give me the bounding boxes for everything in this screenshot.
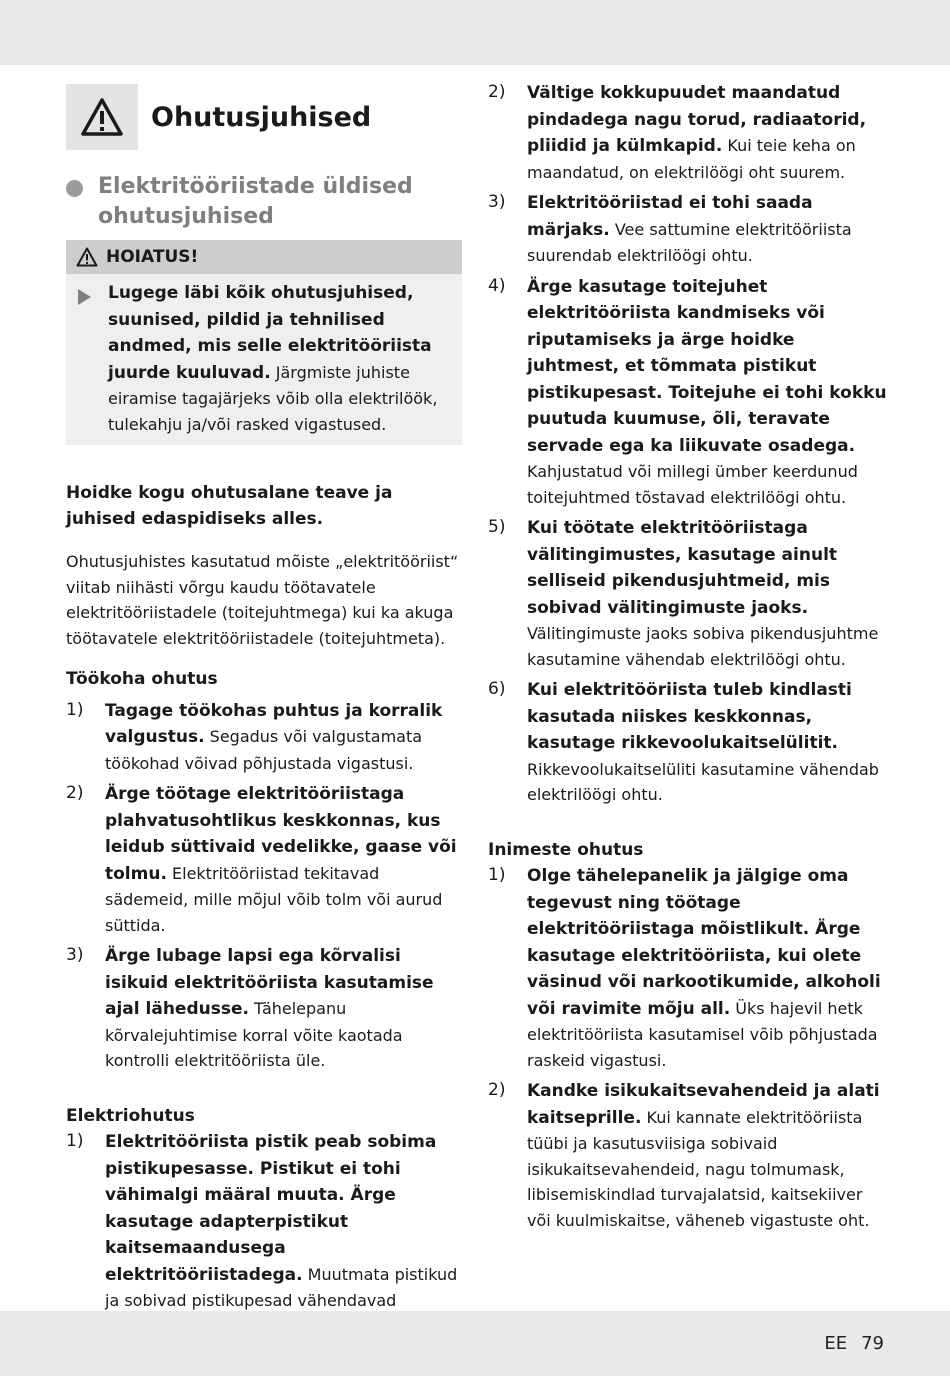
item-number: 1) — [66, 699, 84, 720]
item-text: Segadus või valgustamata töökohad võivad põhjustada vigastusi. — [105, 727, 423, 773]
item-text: Kahjustatud või millegi ümber keerdunud toitejuhtmed tõstavad elektrilöögi ohtu. — [527, 462, 858, 507]
item-text: Üks hajevil hetk elektritööriista kasutamisel võib põhjustada raskeid vigastusi. — [527, 998, 878, 1070]
page-number: 79 — [861, 1333, 884, 1354]
language-code: EE — [824, 1333, 848, 1354]
item-number: 6) — [488, 679, 506, 699]
list-item — [488, 863, 888, 1073]
warning-label: HOIATUS! — [106, 247, 199, 267]
item-text: Välitingimuste jaoks sobiva pikendusjuhtme kasutamine vähendab elektrilöögi ohtu. — [527, 624, 879, 669]
item-bold: Elektritööriista pistik peab sobima pistikupesasse. Pistikut ei tohi vähimalgi määral muuta. Ärge kasutage adapterpistikut kaitsemaandusega elektritööriistadega. — [105, 1132, 437, 1285]
list-item — [66, 1129, 462, 1339]
item-bold: Ärge töötage elektritööriistaga plahvatusohtlikus keskkonnas, kus leidub süttivaid vedelikke, gaase või tolmu. — [105, 784, 457, 884]
item-number: 5) — [488, 517, 506, 537]
list-item — [66, 781, 462, 938]
warning-bold-text: Lugege läbi kõik ohutusjuhised, suunised, pildid ja tehnilised andmed, mis selle elektritööriista juurde kuuluvad. — [108, 283, 432, 383]
list-item — [488, 80, 888, 185]
item-number: 4) — [488, 275, 506, 296]
item-bold: Olge tähelepanelik ja jälgige oma tegevust ning töötage elektritööriistaga mõistlikult. Ärge kasutage elektritööriista, kui olete väsinud või narkootikumide, alkoholi või ravimite mõju all. — [527, 866, 881, 1019]
item-bold: Vältige kokkupuudet maandatud pindadega nagu torud, radiaatorid, pliidid ja külmkapid. — [527, 83, 867, 156]
left-column — [66, 84, 462, 1339]
personal-heading: Inimeste ohutus — [488, 839, 644, 860]
list-item — [488, 1078, 888, 1233]
item-number: 3) — [488, 192, 506, 212]
list-item — [488, 190, 888, 269]
item-text: Kui teie keha on maandatud, on elektrilöögi oht suurem. — [527, 136, 856, 182]
item-number: 1) — [488, 865, 506, 885]
header-band — [0, 0, 950, 65]
item-bold: Tagage töökohas puhtus ja korralik valgustus. — [105, 700, 443, 747]
item-bold: Elektritööriistad ei tohi saada märjaks. — [527, 193, 813, 240]
page-footer — [810, 1333, 884, 1354]
item-number: 2) — [488, 82, 506, 102]
intro-paragraph: Ohutusjuhistes kasutatud mõiste „elektritööriist“ viitab niihästi võrgu kaudu töötavatele elektritööriistadele (toitejuhtmega) kui ka akuga töötavatele elektritööriistadele (toitejuhtmeta). — [66, 552, 459, 648]
workplace-heading: Töökoha ohutus — [66, 669, 218, 689]
item-text: Tähelepanu kõrvalejuhtimise korral võite kaotada kontrolli elektritööriista üle. — [105, 999, 403, 1070]
list-item — [488, 274, 888, 511]
item-bold: Kui töötate elektritööriistaga välitingimustes, kasutage ainult selliseid pikendusjuhtmeid, mis sobivad välitingimuste jaoks. — [527, 518, 838, 618]
page-title: Ohutusjuhised — [151, 101, 372, 133]
warning-body — [66, 274, 462, 445]
item-text: Muutmata pistikud ja sobivad pistikupesad vähendavad — [105, 1264, 458, 1310]
keep-instructions-text: Hoidke kogu ohutusalane teave ja juhised edaspidiseks alles. — [66, 483, 393, 529]
list-item — [488, 677, 888, 808]
item-text: Elektritööriistad tekitavad sädemeid, mille mõjul võib tolm või aurud süttida. — [105, 863, 443, 935]
warning-header — [66, 240, 462, 274]
list-item — [488, 515, 888, 672]
item-number: 2) — [488, 1080, 506, 1100]
section-heading — [66, 172, 462, 232]
item-bold: Kui elektritööriista tuleb kindlasti kasutada niiskes keskkonnas, kasutage rikkevoolukaitselülitit. — [527, 680, 852, 753]
arrow-right-icon — [78, 289, 91, 305]
section-title: Elektritööriistade üldised ohutusjuhised — [98, 174, 413, 229]
electric-heading: Elektriohutus — [66, 1105, 195, 1126]
item-number: 2) — [66, 783, 84, 803]
warning-box — [66, 240, 462, 445]
item-text: Kui kannate elektritööriista tüübi ja kasutusviisiga sobivaid isikukaitsevahendeid, nagu tolmumask, libisemiskindlad turvajalatsid, kaitsekiiver või kuulmiskaitse, väheneb vigastuste oht. — [527, 1107, 870, 1230]
right-column — [488, 80, 888, 1233]
circle-bullet-icon — [66, 180, 83, 197]
item-bold: Kandke isikukaitsevahendeid ja alati kaitseprille. — [527, 1081, 880, 1128]
warning-normal-text: Järgmiste juhiste eiramise tagajärjeks võib olla elektrilöök, tulekahju ja/või rasked vigastused. — [108, 362, 438, 434]
item-number: 1) — [66, 1131, 84, 1151]
item-bold: Ärge lubage lapsi ega kõrvalisi isikuid elektritööriista kasutamise ajal lähedusse. — [105, 946, 434, 1019]
title-row — [66, 84, 462, 150]
item-bold: Ärge kasutage toitejuhet elektritööriista kandmiseks või riputamiseks ja ärge hoidke juhtmest, et tõmmata pistikut pistikupesast. Toitejuhe ei tohi kokku puutuda kuumuse, õli, teravate servade ega ka liikuvate osadega. — [527, 276, 887, 456]
item-number: 3) — [66, 945, 84, 965]
warning-text — [108, 280, 452, 437]
list-item — [66, 698, 462, 777]
footer-band — [0, 1311, 950, 1376]
item-text: Vee sattumine elektritööriista suurendab elektrilöögi ohtu. — [527, 219, 852, 265]
warning-triangle-icon — [66, 84, 138, 150]
list-item — [66, 943, 462, 1074]
warning-small-icon — [76, 247, 98, 267]
item-text: Rikkevoolukaitselüliti kasutamine vähendab elektrilöögi ohtu. — [527, 759, 879, 804]
